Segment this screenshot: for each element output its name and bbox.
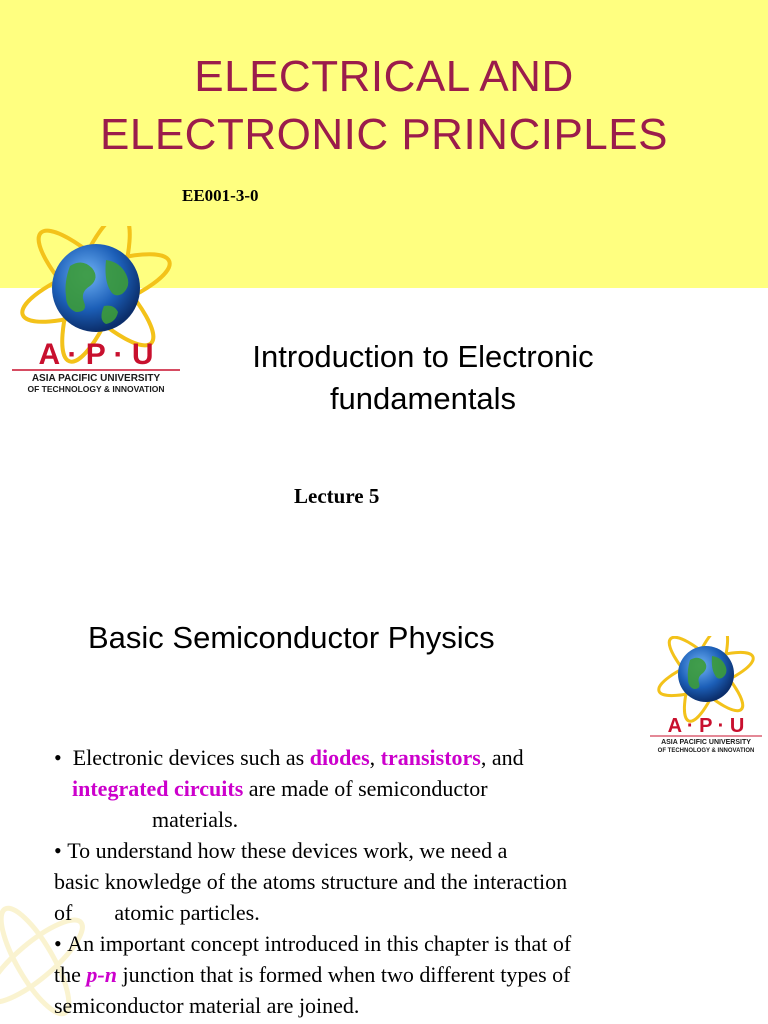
apu-globe-logo-icon (8, 226, 184, 396)
subtitle-line-1: Introduction to Electronic (252, 339, 594, 374)
bullet-item (54, 928, 734, 959)
bullet-list (54, 742, 734, 1021)
bullet-marker: • (54, 931, 62, 956)
title-line-1: ELECTRICAL AND (194, 52, 574, 101)
logo-letters: A · P · U (38, 338, 154, 371)
slide-heading: Basic Semiconductor Physics (88, 620, 495, 655)
bullet-continuation (54, 959, 734, 990)
term-pn: p-n (86, 962, 117, 987)
bullet-continuation (54, 773, 734, 804)
text-run: of (54, 900, 73, 925)
text-run: are made of semiconductor (243, 776, 488, 801)
content-slide (0, 576, 768, 1024)
bullet-item (54, 835, 734, 866)
text-run: , (369, 745, 381, 770)
logo-line-1: ASIA PACIFIC UNIVERSITY (31, 373, 161, 384)
bullet-item (54, 742, 734, 773)
logo-line-1: ASIA PACIFIC UNIVERSITY (661, 739, 751, 746)
text-run: To understand how these devices work, we need a (67, 838, 508, 863)
term-transistors: transistors (380, 745, 481, 770)
text-run: An important concept introduced in this chapter is that of (67, 931, 572, 956)
title-line-2: ELECTRONIC PRINCIPLES (100, 110, 668, 159)
logo-letters: A · P · U (667, 715, 745, 737)
bullet-continuation: semiconductor material are joined. (54, 993, 360, 1018)
bullet-continuation (54, 897, 734, 928)
text-run: junction that is formed when two different types of (116, 962, 571, 987)
term-integrated-circuits: integrated circuits (72, 776, 244, 801)
bullet-continuation: basic knowledge of the atoms structure and the interaction (54, 869, 568, 894)
logo-line-2: OF TECHNOLOGY & INNOVATION (27, 384, 165, 394)
logo-line-2: OF TECHNOLOGY & INNOVATION (657, 748, 755, 754)
text-run: , and (480, 745, 524, 770)
slide-subtitle (190, 336, 656, 420)
lecture-number: Lecture 5 (294, 484, 380, 508)
text-run: the (54, 962, 87, 987)
text-run: Electronic devices such as (72, 745, 310, 770)
text-run: atomic particles. (114, 900, 260, 925)
subtitle-line-2: fundamentals (329, 381, 517, 416)
term-diodes: diodes (309, 745, 370, 770)
apu-globe-logo-icon (648, 636, 764, 754)
bullet-marker: • (54, 838, 62, 863)
slide-title (0, 48, 768, 164)
course-code: EE001-3-0 (182, 186, 259, 205)
bullet-continuation: materials. (152, 807, 239, 832)
bullet-marker: • (54, 745, 62, 770)
